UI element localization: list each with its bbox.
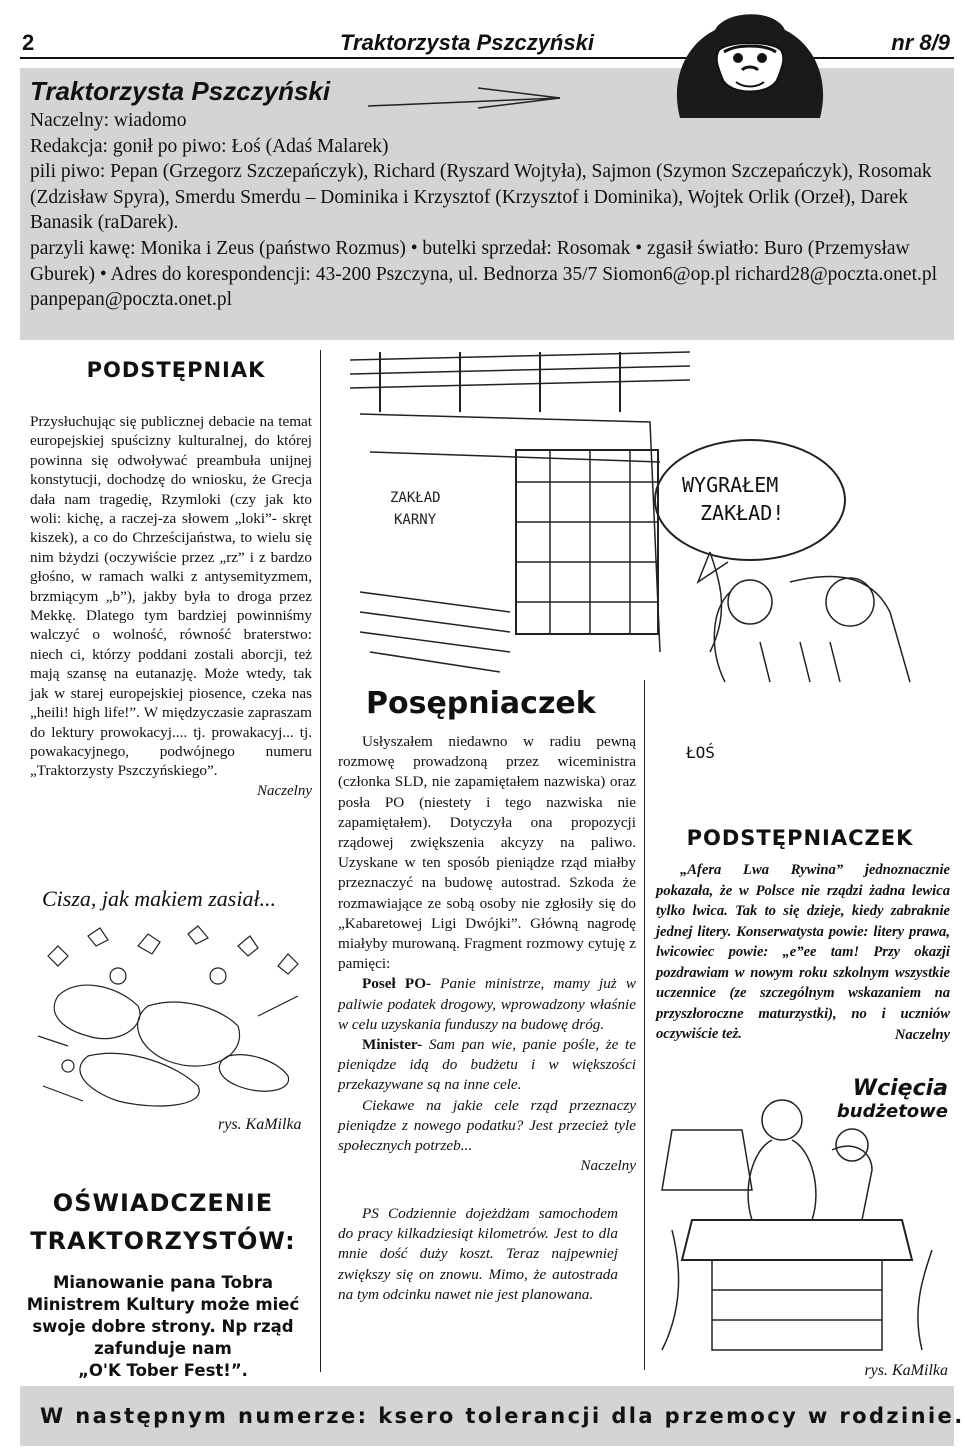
prison-sign: ZAKŁAD xyxy=(390,490,441,506)
oswiadczenie-quote: „O'K Tober Fest!”. xyxy=(78,1361,248,1380)
masthead-contact: parzyli kawę: Monika i Zeus (państwo Rozmus) • butelki sprzedał: Rosomak • zgasił światło: Buro (Przemysław Gburek) • Adres do korespondencji: 43-200 Pszczyna, ul. Bednorza 35/7 Siomon6@op.pl richard28@poczta.onet.pl panpepan@poczta.onet.pl xyxy=(30,237,938,311)
posepniaczek-ps: PS Codziennie dojeżdżam samochodem do pracy kilkadziesiąt kilometrów. Jest to dla mnie dość duży koszt. Teraz najpewniej zwiększy się on znowu. Mimo, że autostrada na tym odcinku nawet nie jest planowana. xyxy=(338,1205,618,1303)
wciecia-credit: rys. KaMilka xyxy=(864,1362,948,1379)
cartoon-author: ŁOŚ xyxy=(686,743,715,762)
wciecia-line1: Wcięcia xyxy=(852,1076,948,1101)
footer-next-issue: W następnym numerze: ksero tolerancji dla przemocy w rodzinie. xyxy=(40,1404,965,1428)
issue-number: nr 8/9 xyxy=(891,30,950,55)
posepniaczek-title: Posępniaczek xyxy=(366,686,596,721)
masthead-redakcja: Redakcja: gonił po piwo: Łoś (Adaś Malarek) xyxy=(30,135,389,157)
posepniaczek-closing: Ciekawe na jakie cele rząd przeznaczy pieniądze z nowego podatku? Jest przecież tyle społecznych potrzeb... xyxy=(338,1096,636,1155)
podstepniak-signature: Naczelny xyxy=(257,782,312,799)
podstepniaczek-title: PODSTĘPNIACZEK xyxy=(686,826,914,850)
masthead-editor: Naczelny: wiadomo xyxy=(30,110,187,131)
oswiadczenie-title-2: TRAKTORZYSTÓW: xyxy=(30,1227,296,1255)
oswiadczenie-title-1: OŚWIADCZENIE xyxy=(52,1189,274,1217)
posel-text: Panie ministrze, mamy już w paliwie podatek drogowy, wprowadzony właśnie w celu uzyskania funduszy na budowę dróg. xyxy=(338,975,637,1033)
column-divider xyxy=(644,680,645,1370)
podstepniaczek-article xyxy=(650,826,950,1045)
podstepniak-title: PODSTĘPNIAK xyxy=(86,358,266,382)
masthead-contributors: pili piwo: Pepan (Grzegorz Szczepańczyk), Richard (Ryszard Wojtyła), Sajmon (Szymon Szczepańczyk), Rosomak (Zdzisław Spyra), Smerdu Smerdu – Dominika i Krzysztof (Krzysztof i Dominika), Wojtek Orlik (Orzeł), Darek Banasik (raDarek). xyxy=(30,161,932,234)
minister-label: Minister- xyxy=(362,1036,423,1054)
posepniaczek-intro: Usłyszałem niedawno w radiu pewną rozmowę prowadzoną przez wiceministra (członka SLD, nie zapamiętałem nazwiska) oraz posła PO (niestety i tego nazwiska nie zapamiętałem). Dotyczyła ona propozycji rządowej zwiększenia akcyzy na paliwo. Uzyskane w ten sposób pieniądze rząd miałby przeznaczyć na budowę autostrad. Szkoda że rozmawiające ze sobą osoby nie zgłosiły się do „Kabaretowej Ligi Dwójki”. Główną nagrodę miałyby murowaną. Fragment rozmowy cytuję z pamięci: xyxy=(338,733,636,973)
masthead-credits xyxy=(30,108,950,313)
oswiadczenie-body: Mianowanie pana Tobra Ministrem Kultury może mieć swoje dobre strony. Np rząd zafunduje nam xyxy=(26,1273,300,1358)
prison-sign-2: KARNY xyxy=(394,512,437,528)
budget-cuts-cartoon xyxy=(652,1070,952,1360)
column-divider xyxy=(320,350,321,1372)
podstepniak-article xyxy=(30,358,312,800)
gorilla-illustration xyxy=(660,0,840,118)
posepniaczek-signature: Naczelny xyxy=(580,1157,636,1175)
oswiadczenie-box xyxy=(26,1184,300,1382)
minister-text: Sam pan wie, panie pośle, że te pieniądze idą do budżetu i w większości przekazywane są na inne cele. xyxy=(338,1036,636,1094)
podstepniaczek-signature: Naczelny xyxy=(894,1026,950,1043)
posel-label: Poseł PO- xyxy=(362,975,432,993)
cisza-caption: Cisza, jak makiem zasiał... xyxy=(42,886,277,911)
podstepniaczek-body xyxy=(650,860,950,1045)
sleeping-crowd-illustration xyxy=(28,916,318,1116)
podstepniak-text: Przysłuchując się publicznej debacie na temat europejskiej spuścizny kulturalnej, do której powinna się odwoływać preambuła unijnej konstytucji, dochodzę do wniosku, że Grecja dała nam tragedię, Rzymloki (czy jak kto woli: kichę, a raczej-za słowem „loki”- skręt kiszek), a co do Chrześcijaństwa, to wielu się nim bżydzi (oczywiście przez „rz” i z bardzo głośno, w ramach walki z antysemityzmem, brzmiącym „b”), jakby była to droga przez Mekkę. Dlatego tym bardziej powinniśmy walczyć o wolność, równość braterstwo: niech ci, którzy poddani zostali aborcji, też mają szansę na eutanazję. Może wtedy, tak jak w starej europejskiej piosence, czeka nas „heili! high life!”. W międzyczasie zapraszam do lektury prowokacyj.... tj. prowakacyj... tj. powakacyjnego, podwójnego numeru „Traktorzysty Pszczyńskiego”. xyxy=(30,413,312,780)
wciecia-line2: budżetowe xyxy=(836,1101,948,1122)
podstepniaczek-text: „Afera Lwa Rywina” jednoznacznie pokazała, że w Polsce nie rządzi żadna lewica tylko lwica. Tak to się dzieje, kiedy zabraknie jednej litery. Konserwatysta powie: litery prawa, lwicowiec powie: „e”ee tam! Przy okazji pozdrawiam w nowym roku szkolnym wszystkie uczennice (ze szczególnym wskazaniem na przyszłoroczne maturzystki), no i uczniów oczywiście też. xyxy=(656,862,950,1042)
header-title: Traktorzysta Pszczyński xyxy=(340,30,594,55)
posepniaczek-body xyxy=(338,732,636,1176)
masthead-title: Traktorzysta Pszczyński xyxy=(30,76,331,106)
page-number: 2 xyxy=(22,30,35,55)
speech-bubble-line1: WYGRAŁEM xyxy=(682,473,779,497)
cisza-credit: rys. KaMilka xyxy=(218,1116,302,1133)
speech-bubble-line2: ZAKŁAD! xyxy=(700,501,785,525)
